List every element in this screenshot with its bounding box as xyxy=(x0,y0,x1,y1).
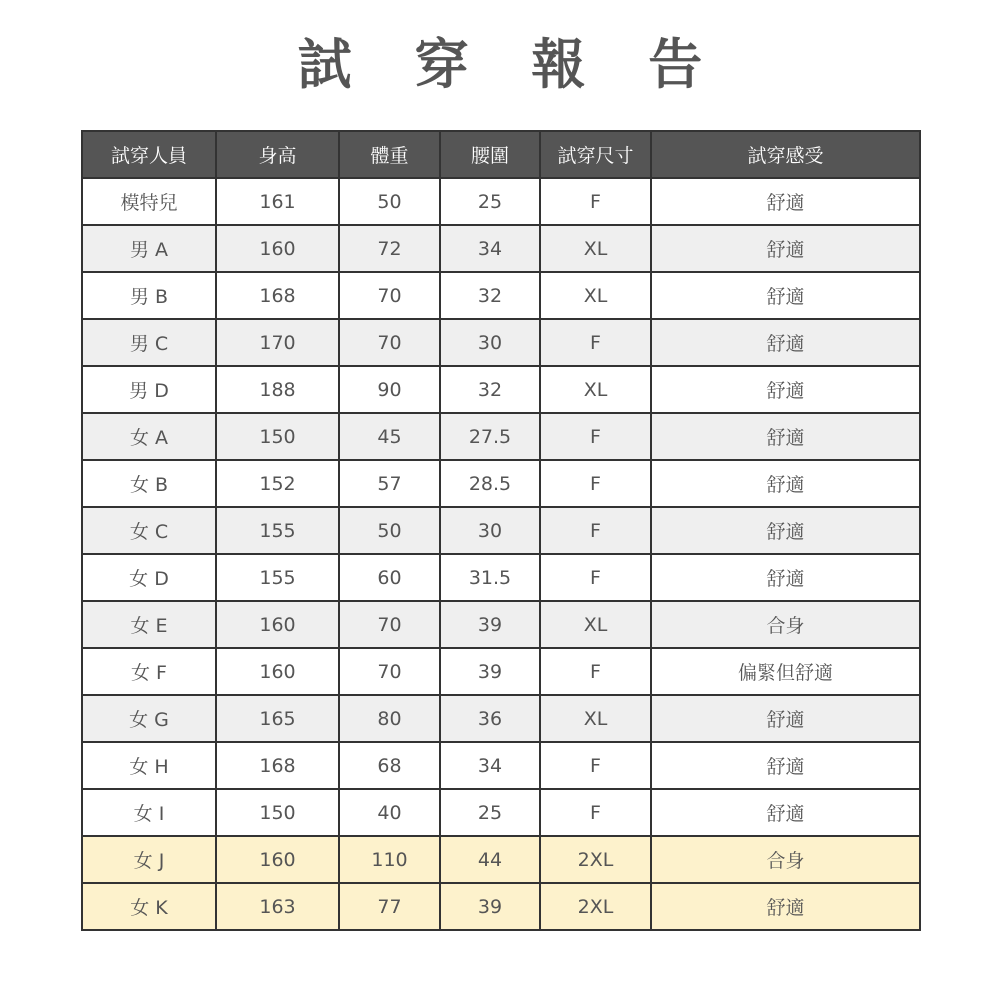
table-row xyxy=(82,225,920,272)
cell-weight: 110 xyxy=(339,836,440,883)
table-header xyxy=(82,131,920,178)
cell-size: F xyxy=(540,178,651,225)
cell-waist: 28.5 xyxy=(440,460,540,507)
header-person: 試穿人員 xyxy=(82,131,216,178)
cell-waist: 30 xyxy=(440,319,540,366)
table-row xyxy=(82,742,920,789)
cell-weight: 68 xyxy=(339,742,440,789)
cell-size: F xyxy=(540,507,651,554)
cell-height: 161 xyxy=(216,178,339,225)
cell-size: F xyxy=(540,319,651,366)
cell-feeling: 合身 xyxy=(651,836,920,883)
cell-weight: 90 xyxy=(339,366,440,413)
cell-feeling: 舒適 xyxy=(651,507,920,554)
cell-weight: 70 xyxy=(339,272,440,319)
table-row xyxy=(82,883,920,930)
cell-waist: 30 xyxy=(440,507,540,554)
cell-weight: 80 xyxy=(339,695,440,742)
cell-size: F xyxy=(540,648,651,695)
cell-feeling: 舒適 xyxy=(651,272,920,319)
cell-person: 女 D xyxy=(82,554,216,601)
cell-size: 2XL xyxy=(540,836,651,883)
cell-feeling: 舒適 xyxy=(651,883,920,930)
cell-person: 女 B xyxy=(82,460,216,507)
cell-waist: 34 xyxy=(440,742,540,789)
cell-feeling: 舒適 xyxy=(651,225,920,272)
cell-height: 170 xyxy=(216,319,339,366)
header-row xyxy=(82,131,920,178)
cell-feeling: 偏緊但舒適 xyxy=(651,648,920,695)
cell-height: 165 xyxy=(216,695,339,742)
cell-waist: 25 xyxy=(440,178,540,225)
cell-height: 160 xyxy=(216,225,339,272)
cell-size: F xyxy=(540,742,651,789)
cell-height: 168 xyxy=(216,742,339,789)
cell-weight: 57 xyxy=(339,460,440,507)
cell-waist: 39 xyxy=(440,883,540,930)
cell-waist: 31.5 xyxy=(440,554,540,601)
cell-person: 女 J xyxy=(82,836,216,883)
cell-weight: 72 xyxy=(339,225,440,272)
cell-size: 2XL xyxy=(540,883,651,930)
cell-size: XL xyxy=(540,366,651,413)
table-body xyxy=(82,178,920,930)
cell-size: XL xyxy=(540,695,651,742)
cell-person: 模特兒 xyxy=(82,178,216,225)
cell-height: 155 xyxy=(216,507,339,554)
cell-height: 152 xyxy=(216,460,339,507)
table-row xyxy=(82,601,920,648)
header-waist: 腰圍 xyxy=(440,131,540,178)
cell-person: 女 K xyxy=(82,883,216,930)
cell-height: 150 xyxy=(216,413,339,460)
cell-person: 女 A xyxy=(82,413,216,460)
cell-waist: 25 xyxy=(440,789,540,836)
cell-height: 160 xyxy=(216,601,339,648)
cell-height: 160 xyxy=(216,648,339,695)
table-row xyxy=(82,366,920,413)
cell-waist: 39 xyxy=(440,648,540,695)
cell-person: 男 D xyxy=(82,366,216,413)
cell-weight: 60 xyxy=(339,554,440,601)
header-feeling: 試穿感受 xyxy=(651,131,920,178)
cell-person: 女 C xyxy=(82,507,216,554)
table-row xyxy=(82,319,920,366)
cell-weight: 40 xyxy=(339,789,440,836)
table-row xyxy=(82,272,920,319)
cell-person: 女 H xyxy=(82,742,216,789)
cell-height: 150 xyxy=(216,789,339,836)
cell-height: 188 xyxy=(216,366,339,413)
cell-feeling: 舒適 xyxy=(651,460,920,507)
cell-size: F xyxy=(540,789,651,836)
table-row xyxy=(82,507,920,554)
cell-size: XL xyxy=(540,272,651,319)
header-weight: 體重 xyxy=(339,131,440,178)
cell-weight: 70 xyxy=(339,601,440,648)
table-row xyxy=(82,836,920,883)
cell-person: 男 B xyxy=(82,272,216,319)
table-row xyxy=(82,695,920,742)
cell-person: 女 I xyxy=(82,789,216,836)
cell-waist: 32 xyxy=(440,366,540,413)
cell-height: 155 xyxy=(216,554,339,601)
cell-waist: 36 xyxy=(440,695,540,742)
table-row xyxy=(82,413,920,460)
cell-person: 男 A xyxy=(82,225,216,272)
cell-feeling: 舒適 xyxy=(651,554,920,601)
cell-waist: 27.5 xyxy=(440,413,540,460)
report-title: 試 穿 報 告 xyxy=(297,33,725,96)
cell-feeling: 合身 xyxy=(651,601,920,648)
table-row xyxy=(82,648,920,695)
header-size: 試穿尺寸 xyxy=(540,131,651,178)
table-row xyxy=(82,789,920,836)
cell-person: 女 F xyxy=(82,648,216,695)
cell-feeling: 舒適 xyxy=(651,695,920,742)
cell-waist: 44 xyxy=(440,836,540,883)
cell-weight: 50 xyxy=(339,507,440,554)
cell-feeling: 舒適 xyxy=(651,789,920,836)
fitting-report-table xyxy=(81,130,921,931)
cell-size: XL xyxy=(540,601,651,648)
cell-height: 160 xyxy=(216,836,339,883)
cell-weight: 70 xyxy=(339,648,440,695)
cell-waist: 34 xyxy=(440,225,540,272)
cell-feeling: 舒適 xyxy=(651,319,920,366)
cell-height: 168 xyxy=(216,272,339,319)
cell-waist: 39 xyxy=(440,601,540,648)
cell-weight: 70 xyxy=(339,319,440,366)
header-height: 身高 xyxy=(216,131,339,178)
cell-weight: 50 xyxy=(339,178,440,225)
cell-person: 女 E xyxy=(82,601,216,648)
cell-size: F xyxy=(540,554,651,601)
cell-feeling: 舒適 xyxy=(651,742,920,789)
cell-person: 女 G xyxy=(82,695,216,742)
cell-size: XL xyxy=(540,225,651,272)
cell-size: F xyxy=(540,413,651,460)
cell-weight: 77 xyxy=(339,883,440,930)
cell-feeling: 舒適 xyxy=(651,366,920,413)
table-row xyxy=(82,554,920,601)
cell-waist: 32 xyxy=(440,272,540,319)
cell-feeling: 舒適 xyxy=(651,413,920,460)
cell-size: F xyxy=(540,460,651,507)
cell-weight: 45 xyxy=(339,413,440,460)
table-row xyxy=(82,460,920,507)
table-row xyxy=(82,178,920,225)
cell-height: 163 xyxy=(216,883,339,930)
cell-feeling: 舒適 xyxy=(651,178,920,225)
cell-person: 男 C xyxy=(82,319,216,366)
